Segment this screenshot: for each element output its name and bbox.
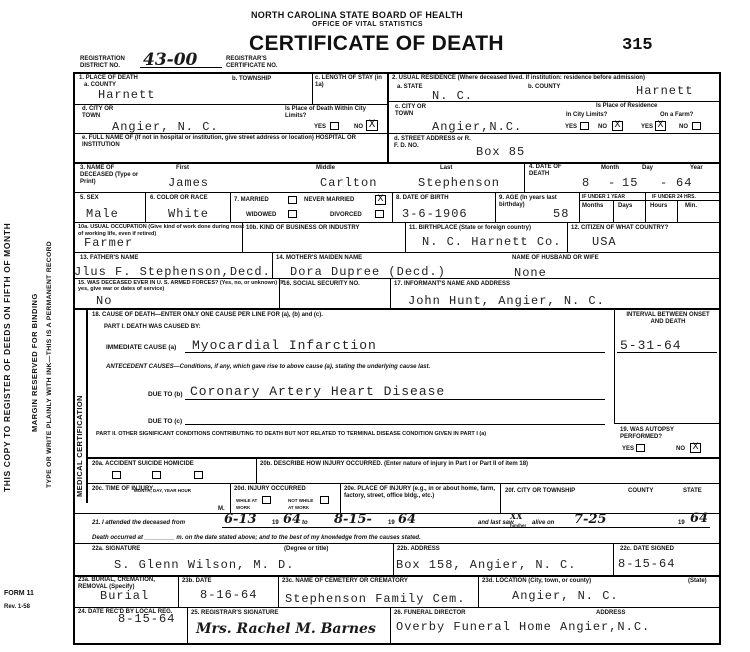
margin-instruction-register: THIS COPY TO REGISTER OF DEEDS ON FIFTH OF MONTH xyxy=(2,222,12,492)
injury-city-label: 20f. CITY OR TOWNSHIP xyxy=(505,488,576,494)
injury-county-label: COUNTY xyxy=(628,488,654,494)
registrar-signature-value: Mrs. Rachel M. Barnes xyxy=(196,621,376,637)
date-signed-label: 22c. DATE SIGNED xyxy=(620,546,674,552)
alive-year-prefix: 19 xyxy=(678,520,685,526)
hospital-label: e. FULL NAME OF (If not in hospital or institution, give street address or location) HOSPITAL OR INSTITUTION xyxy=(82,135,357,148)
days-label: Days xyxy=(618,203,633,209)
res-city-yes-checkbox[interactable] xyxy=(580,122,589,130)
suicide-checkbox[interactable] xyxy=(152,471,161,479)
form-revision: Rev. 1-58 xyxy=(4,604,30,610)
county-label: a. COUNTY xyxy=(84,82,117,88)
injury-occurred-label: 20d. INJURY OCCURRED xyxy=(234,486,306,492)
divorced-label: DIVORCED xyxy=(330,212,362,218)
autopsy-yes-checkbox[interactable] xyxy=(636,444,645,452)
registrar-signature-label: 25. REGISTRAR'S SIGNATURE xyxy=(191,610,279,616)
reg-district-value: 43-00 xyxy=(143,50,198,70)
industry-label: 10b. KIND OF BUSINESS OR INDUSTRY xyxy=(246,225,360,231)
cemetery-label: 23c. NAME OF CEMETERY OR CREMATORY xyxy=(282,578,408,584)
him-her-label: him/her xyxy=(510,523,527,528)
while-at-work-label: WHILE AT WORK xyxy=(236,498,258,510)
residence-label: 2. USUAL RESIDENCE (Where deceased lived. If institution: residence before admission) xyxy=(392,75,645,81)
margin-permanent-record-text: TYPE OR WRITE PLAINLY WITH INK—THIS IS A PERMANENT RECORD xyxy=(46,241,53,488)
place-of-death-label: 1. PLACE OF DEATH xyxy=(79,75,138,81)
informant-value: John Hunt, Angier, N. C. xyxy=(408,294,605,308)
father-value: Jlus F. Stephenson,Decd. xyxy=(74,265,271,279)
res-county-label: b. COUNTY xyxy=(528,84,561,90)
injury-m-label: M. xyxy=(218,506,225,512)
spouse-value: None xyxy=(514,266,547,280)
last-name-label: Last xyxy=(440,165,453,171)
autopsy-no-label: NO xyxy=(676,446,685,452)
date-signed-value: 8-15-64 xyxy=(618,557,676,571)
months-label: Months xyxy=(582,203,604,209)
him-mark: XX xyxy=(510,511,523,521)
cemetery-value: Stephenson Family Cem. xyxy=(285,592,466,606)
street-label: d. STREET ADDRESS or R. F. D. NO. xyxy=(394,136,471,149)
res-city-yes-label: YES xyxy=(565,124,578,130)
antecedent-label: ANTECEDENT CAUSES—Conditions, if any, which gave rise to above cause (a), stating the underlying cause last. xyxy=(106,364,431,370)
father-label: 13. FATHER'S NAME xyxy=(80,255,139,261)
sex-value: Male xyxy=(86,207,119,221)
res-farm-no-label: NO xyxy=(679,124,688,130)
form-number: FORM 11 xyxy=(4,590,34,597)
attended-to-year-prefix: 19 xyxy=(388,520,395,526)
age-value: 58 xyxy=(553,207,570,221)
death-no-label: NO xyxy=(354,124,363,130)
never-married-label: NEVER MARRIED xyxy=(304,197,355,203)
alive-on-label: alive on xyxy=(532,520,555,526)
spouse-label: NAME OF HUSBAND OR WIFE xyxy=(512,255,599,261)
location-state-label: (State) xyxy=(688,578,707,584)
death-occurred-text: Death occurred at _________ m. on the date stated above; and to the best of my knowledge from the causes stated. xyxy=(92,535,421,541)
part1-label: PART I. DEATH WAS CAUSED BY: xyxy=(104,324,201,330)
interval-label: INTERVAL BETWEEN ONSET AND DEATH xyxy=(626,312,710,325)
injury-place-label: 20e. PLACE OF INJURY (e.g., in or about home, farm, factory, street, office bldg., etc.) xyxy=(344,486,496,499)
registrar-cert-label: REGISTRAR'S CERTIFICATE NO. xyxy=(226,56,278,69)
interval-a-value: 5-31-64 xyxy=(620,338,682,353)
occupation-value: Farmer xyxy=(84,236,134,250)
attended-to-label: to xyxy=(302,520,308,526)
armed-forces-value: No xyxy=(96,294,113,308)
location-label: 23d. LOCATION (City, town, or county) xyxy=(482,578,592,584)
within-city-limits-label: Is Place of Death Within City Limits? xyxy=(285,106,366,119)
occupation-label: 10a. USUAL OCCUPATION (Give kind of work done during most of working life, even if retired) xyxy=(78,224,244,237)
res-farm-yes-label: YES xyxy=(641,124,654,130)
death-month-value: 8 xyxy=(582,176,591,190)
race-label: 6. COLOR OR RACE xyxy=(150,195,208,201)
death-within-yes-checkbox[interactable] xyxy=(330,122,339,130)
agency-name: NORTH CAROLINA STATE BOARD OF HEALTH xyxy=(251,10,463,20)
attended-from-value: 6-13 xyxy=(224,512,257,527)
res-city-no-label: NO xyxy=(598,124,607,130)
injury-state-label: STATE xyxy=(683,488,702,494)
accident-checkbox[interactable] xyxy=(112,471,121,479)
office-name: OFFICE OF VITAL STATISTICS xyxy=(312,21,423,28)
res-city-value: Angier,N.C. xyxy=(432,120,523,134)
married-label: 7. MARRIED xyxy=(234,197,269,203)
death-city-value: Angier, N. C. xyxy=(112,120,219,134)
alive-on-value: 7-25 xyxy=(574,512,607,527)
res-state-value: N. C. xyxy=(432,89,474,103)
length-of-stay-label: c. LENGTH OF STAY (in 1a) xyxy=(315,75,382,88)
divorced-checkbox[interactable] xyxy=(375,210,384,218)
sex-label: 5. SEX xyxy=(80,195,99,201)
date-received-value: 8-15-64 xyxy=(118,612,176,626)
reg-district-label: REGISTRATION DISTRICT NO. xyxy=(80,56,125,69)
age-label: 9. AGE (In years last birthday) xyxy=(499,195,557,208)
burial-date-label: 23b. DATE xyxy=(182,578,212,584)
informant-label: 17. INFORMANT'S NAME AND ADDRESS xyxy=(394,281,510,287)
death-within-no-checkbox[interactable]: X xyxy=(366,120,378,131)
homicide-checkbox[interactable] xyxy=(194,471,203,479)
res-county-value: Harnett xyxy=(636,84,694,98)
widowed-checkbox[interactable] xyxy=(288,210,297,218)
last-name-value: Stephenson xyxy=(418,176,501,190)
never-married-checkbox[interactable]: X xyxy=(375,195,386,205)
hours-label: Hours xyxy=(650,203,668,209)
citizen-value: USA xyxy=(592,235,617,249)
due-b-label: DUE TO (b) xyxy=(148,391,183,398)
first-name-value: James xyxy=(168,176,210,190)
signature-label: 22a. SIGNATURE xyxy=(92,546,141,552)
first-name-label: First xyxy=(176,165,190,171)
date-received-label: 24. DATE REC'D BY LOCAL REG. xyxy=(78,609,173,615)
funeral-director-label: 26. FUNERAL DIRECTOR xyxy=(394,610,466,616)
middle-name-label: Middle xyxy=(316,165,335,171)
death-day-value: 15 xyxy=(622,176,639,190)
not-while-at-work-checkbox[interactable] xyxy=(320,496,329,504)
file-number: 315 xyxy=(622,36,653,55)
birth-date-label: 8. DATE OF BIRTH xyxy=(396,195,449,201)
autopsy-no-checkbox[interactable]: X xyxy=(690,443,701,453)
date-of-death-label: 4. DATE OF DEATH xyxy=(529,164,562,177)
alive-on-year: 64 xyxy=(690,511,709,526)
citizen-label: 12. CITIZEN OF WHAT COUNTRY? xyxy=(571,225,669,231)
death-yes-label: YES xyxy=(314,124,327,130)
physician-signature-value: S. Glenn Wilson, M. D. xyxy=(114,558,295,572)
medical-certification-label: MEDICAL CERTIFICATION xyxy=(75,395,84,497)
cause-of-death-label: 18. CAUSE OF DEATH—ENTER ONLY ONE CAUSE PER LINE FOR (a), (b) and (c). xyxy=(92,312,323,318)
physician-address-label: 22b. ADDRESS xyxy=(397,546,440,552)
funeral-director-value: Overby Funeral Home Angier,N.C. xyxy=(396,620,651,634)
immediate-cause-label: IMMEDIATE CAUSE (a) xyxy=(106,344,177,351)
in-city-limits-label: In City Limits? xyxy=(566,112,608,118)
death-year-label: Year xyxy=(690,165,703,171)
autopsy-yes-label: YES xyxy=(622,446,635,452)
due-b-value: Coronary Artery Heart Disease xyxy=(190,384,446,399)
autopsy-label: 19. WAS AUTOPSY PERFORMED? xyxy=(620,427,674,440)
death-month-label: Month xyxy=(601,165,619,171)
under-1-year-label: IF UNDER 1 YEAR xyxy=(582,194,625,200)
minutes-label: Min. xyxy=(685,203,697,209)
ssn-label: 16. SOCIAL SECURITY NO. xyxy=(283,281,360,287)
under-24-hrs-label: IF UNDER 24 HRS. xyxy=(652,194,696,200)
birth-date-value: 3-6-1906 xyxy=(402,207,468,221)
attended-to-year: 64 xyxy=(398,512,417,527)
birthplace-value: N. C. Harnett Co. xyxy=(422,235,562,249)
attended-to-value: 8-15- xyxy=(334,512,372,527)
margin-binding-text: MARGIN RESERVED FOR BINDING xyxy=(30,293,39,432)
degree-label: (Degree or title) xyxy=(284,546,329,552)
res-farm-yes-checkbox[interactable]: X xyxy=(655,121,666,131)
death-county-value: Harnett xyxy=(98,88,156,102)
armed-forces-label: 15. WAS DECEASED EVER IN U. S. ARMED FORCES? (Yes, no, or unknown) (If yes, give war or dates of service) xyxy=(78,280,284,292)
street-value: Box 85 xyxy=(476,145,526,159)
res-city-label: c. CITY OR TOWN xyxy=(395,104,426,117)
death-year-value: 64 xyxy=(676,176,693,190)
res-state-label: a. STATE xyxy=(397,84,423,90)
part2-label: PART II. OTHER SIGNIFICANT CONDITIONS CONTRIBUTING TO DEATH BUT NOT RELATED TO TERMINAL DISEASE CONDITION GIVEN IN PART I (a) xyxy=(96,431,487,437)
on-farm-label: On a Farm? xyxy=(660,112,694,118)
burial-date-value: 8-16-64 xyxy=(200,588,258,602)
location-value: Angier, N. C. xyxy=(512,589,619,603)
injury-time-cols: MONTH, DAY, YEAR HOUR xyxy=(134,488,192,493)
married-checkbox[interactable] xyxy=(288,196,297,204)
physician-address-value: Box 158, Angier, N. C. xyxy=(396,558,577,572)
mother-value: Dora Dupree (Decd.) xyxy=(290,265,446,279)
attended-from-year-prefix: 19 xyxy=(272,520,279,526)
res-city-no-checkbox[interactable]: X xyxy=(612,121,623,131)
res-farm-no-checkbox[interactable] xyxy=(692,122,701,130)
immediate-cause-value: Myocardial Infarction xyxy=(192,338,377,353)
middle-name-value: Carlton xyxy=(320,176,378,190)
injury-time-label: 20c. TIME OF INJURY xyxy=(92,486,154,492)
while-at-work-checkbox[interactable] xyxy=(262,496,271,504)
burial-label: 23a. BURIAL, CREMATION, REMOVAL (Specify) xyxy=(78,577,155,590)
due-c-label: DUE TO (c) xyxy=(148,418,183,425)
burial-value: Burial xyxy=(100,589,150,603)
funeral-address-label: ADDRESS xyxy=(596,610,626,616)
township-label: b. TOWNSHIP xyxy=(232,76,272,82)
injury-how-label: 20b. DESCRIBE HOW INJURY OCCURRED. (Enter nature of injury in Part I or Part II of item 18) xyxy=(260,461,529,467)
death-city-label: d. CITY OR TOWN xyxy=(82,106,114,119)
mother-label: 14. MOTHER'S MAIDEN NAME xyxy=(276,255,363,261)
race-value: White xyxy=(168,207,210,221)
death-day-label: Day xyxy=(642,165,654,171)
birthplace-label: 11. BIRTHPLACE (State or foreign country) xyxy=(409,225,532,231)
accident-label: 20a. ACCIDENT SUICIDE HOMICIDE xyxy=(92,461,194,467)
last-saw-label: and last saw xyxy=(478,520,514,526)
widowed-label: WIDOWED xyxy=(246,212,277,218)
deceased-name-label: 3. NAME OF DECEASED (Type or Print) xyxy=(80,165,139,185)
not-while-at-work-label: NOT WHILE AT WORK xyxy=(288,498,314,510)
attendance-label: 21. I attended the deceased from xyxy=(92,520,186,526)
certificate-title: CERTIFICATE OF DEATH xyxy=(249,32,504,55)
attended-from-year: 64 xyxy=(283,512,302,527)
place-of-residence-label: Is Place of Residence xyxy=(596,103,658,109)
